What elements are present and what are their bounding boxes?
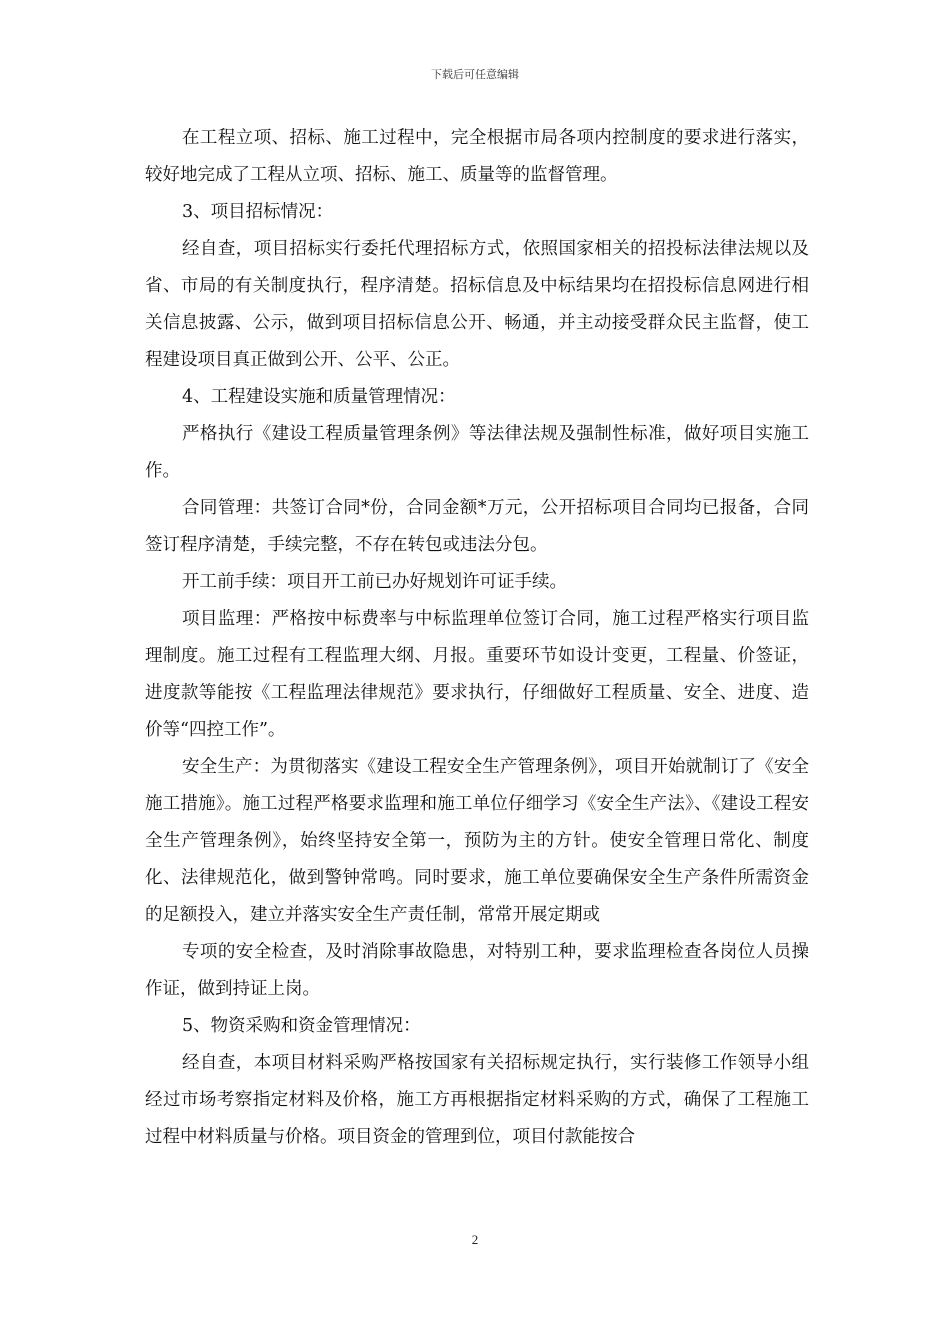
section-heading-3: 3、项目招标情况： <box>182 202 334 222</box>
paragraph-1: 在工程立项、招标、施工过程中，完全根据市局各项内控制度的要求进行落实，较好地完成了工程从立项、招标、施工、质量等的监督管理。 <box>145 128 809 185</box>
paragraph-quality: 严格执行《建设工程质量管理条例》等法律法规及强制性标准，做好项目实施工作。 <box>145 424 809 481</box>
section-heading-5: 5、物资采购和资金管理情况： <box>182 1016 421 1036</box>
paragraph-procurement: 经自查，本项目材料采购严格按国家有关招标规定执行，实行装修工作领导小组经过市场考察指定材料及价格，施工方再根据指定材料采购的方式，确保了工程施工过程中材料质量与价格。项目资金的管理到位，项目付款能按合 <box>145 1053 809 1147</box>
paragraph-safety-inspection: 专项的安全检查，及时消除事故隐患，对特别工种，要求监理检查各岗位人员操作证，做到持证上岗。 <box>145 942 809 999</box>
page-number: 2 <box>471 1232 479 1247</box>
section-heading-4: 4、工程建设实施和质量管理情况： <box>182 387 456 407</box>
paragraph-pre-construction: 开工前手续：项目开工前已办好规划许可证手续。 <box>182 572 567 592</box>
page-header: 下载后可任意编辑 <box>431 68 519 81</box>
document-body <box>145 120 809 1156</box>
paragraph-supervision: 项目监理：严格按中标费率与中标监理单位签订合同，施工过程严格实行项目监理制度。施工过程有工程监理大纲、月报。重要环节如设计变更，工程量、价签证，进度款等能按《工程监理法律规范》要求执行，仔细做好工程质量、安全、进度、造价等“四控工作”。 <box>145 609 809 740</box>
paragraph-safety: 安全生产：为贯彻落实《建设工程安全生产管理条例》，项目开始就制订了《安全施工措施》。施工过程严格要求监理和施工单位仔细学习《安全生产法》、《建设工程安全生产管理条例》，始终坚持安全第一，预防为主的方针。使安全管理日常化、制度化、法律规范化，做到警钟常鸣。同时要求，施工单位要确保安全生产条件所需资金的足额投入，建立并落实安全生产责任制，常常开展定期或 <box>145 757 809 925</box>
paragraph-bidding: 经自查，项目招标实行委托代理招标方式，依照国家相关的招投标法律法规以及省、市局的有关制度执行，程序清楚。招标信息及中标结果均在招投标信息网进行相关信息披露、公示，做到项目招标信息公开、畅通，并主动接受群众民主监督，使工程建设项目真正做到公开、公平、公正。 <box>145 239 809 370</box>
paragraph-contract: 合同管理：共签订合同*份，合同金额*万元，公开招标项目合同均已报备，合同签订程序清楚，手续完整，不存在转包或违法分包。 <box>145 498 809 555</box>
